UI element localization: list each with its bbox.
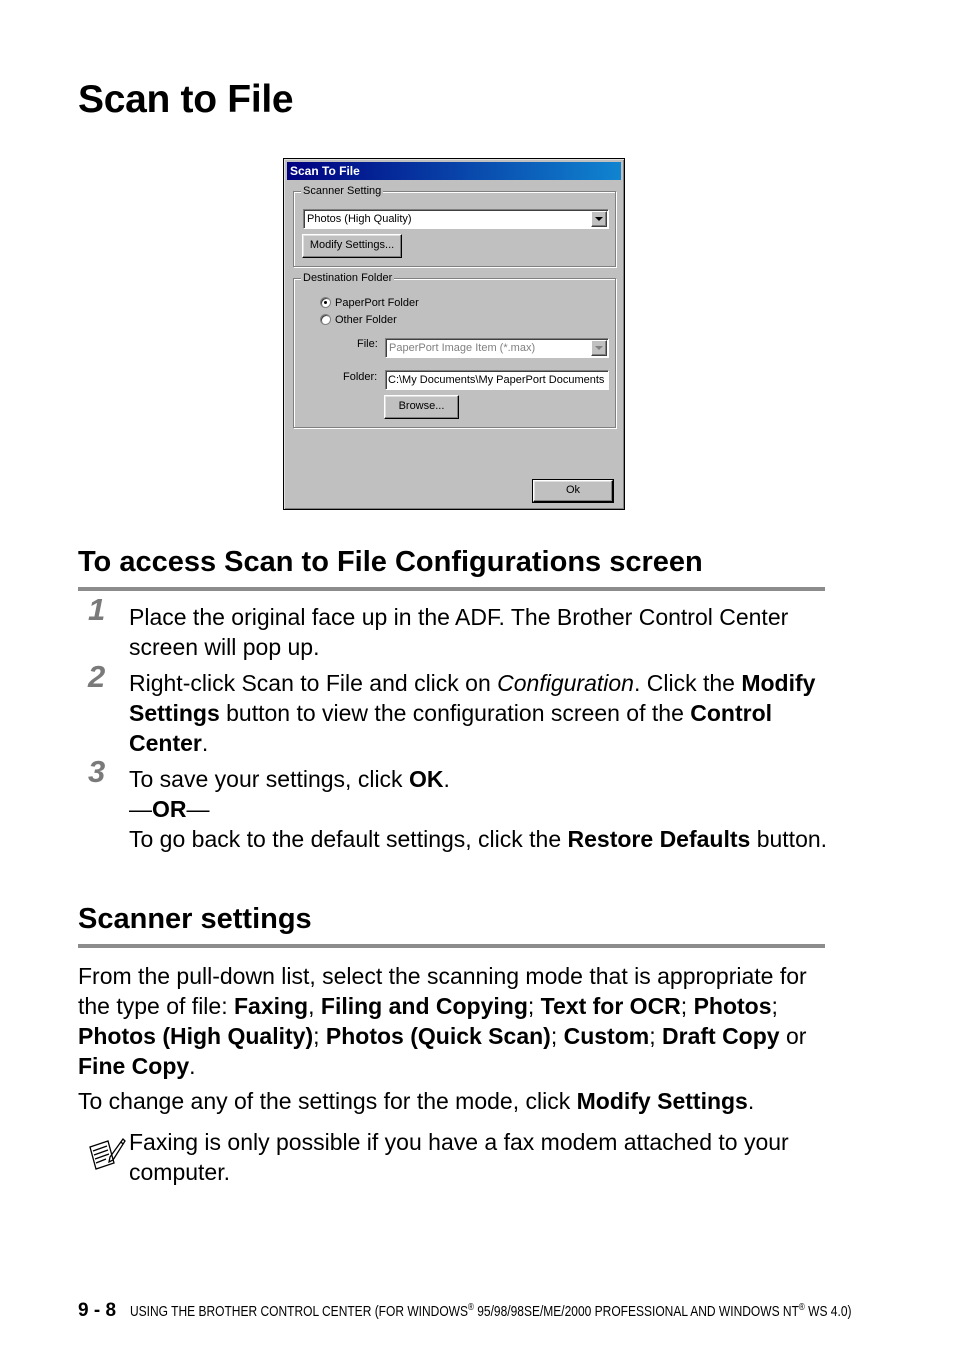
step-number: 1 [88, 592, 106, 627]
step-number: 3 [88, 754, 106, 789]
modify-settings-button[interactable]: Modify Settings... [302, 234, 402, 258]
note-text: Faxing is only possible if you have a fax modem attached to your computer. [129, 1129, 789, 1185]
scanner-setting-legend: Scanner Setting [303, 185, 382, 197]
ok-button[interactable]: Ok [533, 480, 613, 502]
destination-folder-group [293, 272, 616, 428]
section-heading-scanner: Scanner settings [78, 903, 312, 935]
page-footer [78, 1300, 954, 1322]
browse-button[interactable]: Browse... [384, 395, 459, 419]
chevron-down-icon[interactable] [591, 340, 607, 356]
step-number: 2 [88, 659, 106, 694]
section-heading-access: To access Scan to File Configurations screen [78, 546, 703, 578]
dialog-titlebar: Scan To File [287, 162, 621, 180]
file-type-value: PaperPort Image Item (*.max) [389, 342, 536, 354]
scanner-mode-value: Photos (High Quality) [307, 213, 412, 225]
chevron-down-icon[interactable] [591, 211, 607, 227]
radio-paperport-folder[interactable] [320, 297, 419, 311]
radio-button-selected[interactable] [320, 297, 331, 308]
section-rule [78, 944, 825, 948]
scanner-paragraph-1: From the pull-down list, select the scanning mode that is appropriate for the type of file: Faxing, Filing and Copying; Text for OCR; Photos; Photos (High Quality); Photos (Quick Scan); Custom; Draft Copy or Fine Copy. [78, 963, 807, 1079]
folder-label: Folder: [343, 371, 378, 383]
file-label: File: [357, 338, 378, 350]
radio-button[interactable] [320, 314, 331, 325]
radio-other-label: Other Folder [335, 314, 397, 326]
scanner-setting-group [293, 185, 616, 267]
section-rule [78, 587, 825, 591]
destination-folder-legend: Destination Folder [303, 272, 393, 284]
scanner-mode-dropdown[interactable] [303, 209, 609, 229]
folder-value: C:\My Documents\My PaperPort Documents [388, 374, 605, 386]
footer-running-title: USING THE BROTHER CONTROL CENTER (FOR WINDOWS® 95/98/98SE/ME/2000 PROFESSIONAL AND WINDOWS NT® WS 4.0) [130, 1302, 852, 1320]
scan-to-file-dialog [283, 158, 625, 510]
file-type-dropdown[interactable] [385, 338, 609, 358]
radio-paperport-label: PaperPort Folder [335, 297, 419, 309]
step-1-text: Place the original face up in the ADF. The Brother Control Center screen will pop up. [129, 604, 789, 660]
page-title: Scan to File [78, 78, 294, 121]
step-2-text: Right-click Scan to File and click on Configuration. Click the Modify Settings button to view the configuration screen of the Control Center. [129, 670, 816, 756]
step-3-text: To save your settings, click OK. —OR— To go back to the default settings, click the Restore Defaults button. [129, 766, 828, 852]
folder-input[interactable] [385, 370, 609, 390]
radio-other-folder[interactable] [320, 314, 397, 328]
note-pencil-icon [86, 1133, 126, 1173]
scanner-paragraph-2: To change any of the settings for the mode, click Modify Settings. [78, 1088, 755, 1114]
page-number: 9 - 8 [78, 1300, 117, 1321]
